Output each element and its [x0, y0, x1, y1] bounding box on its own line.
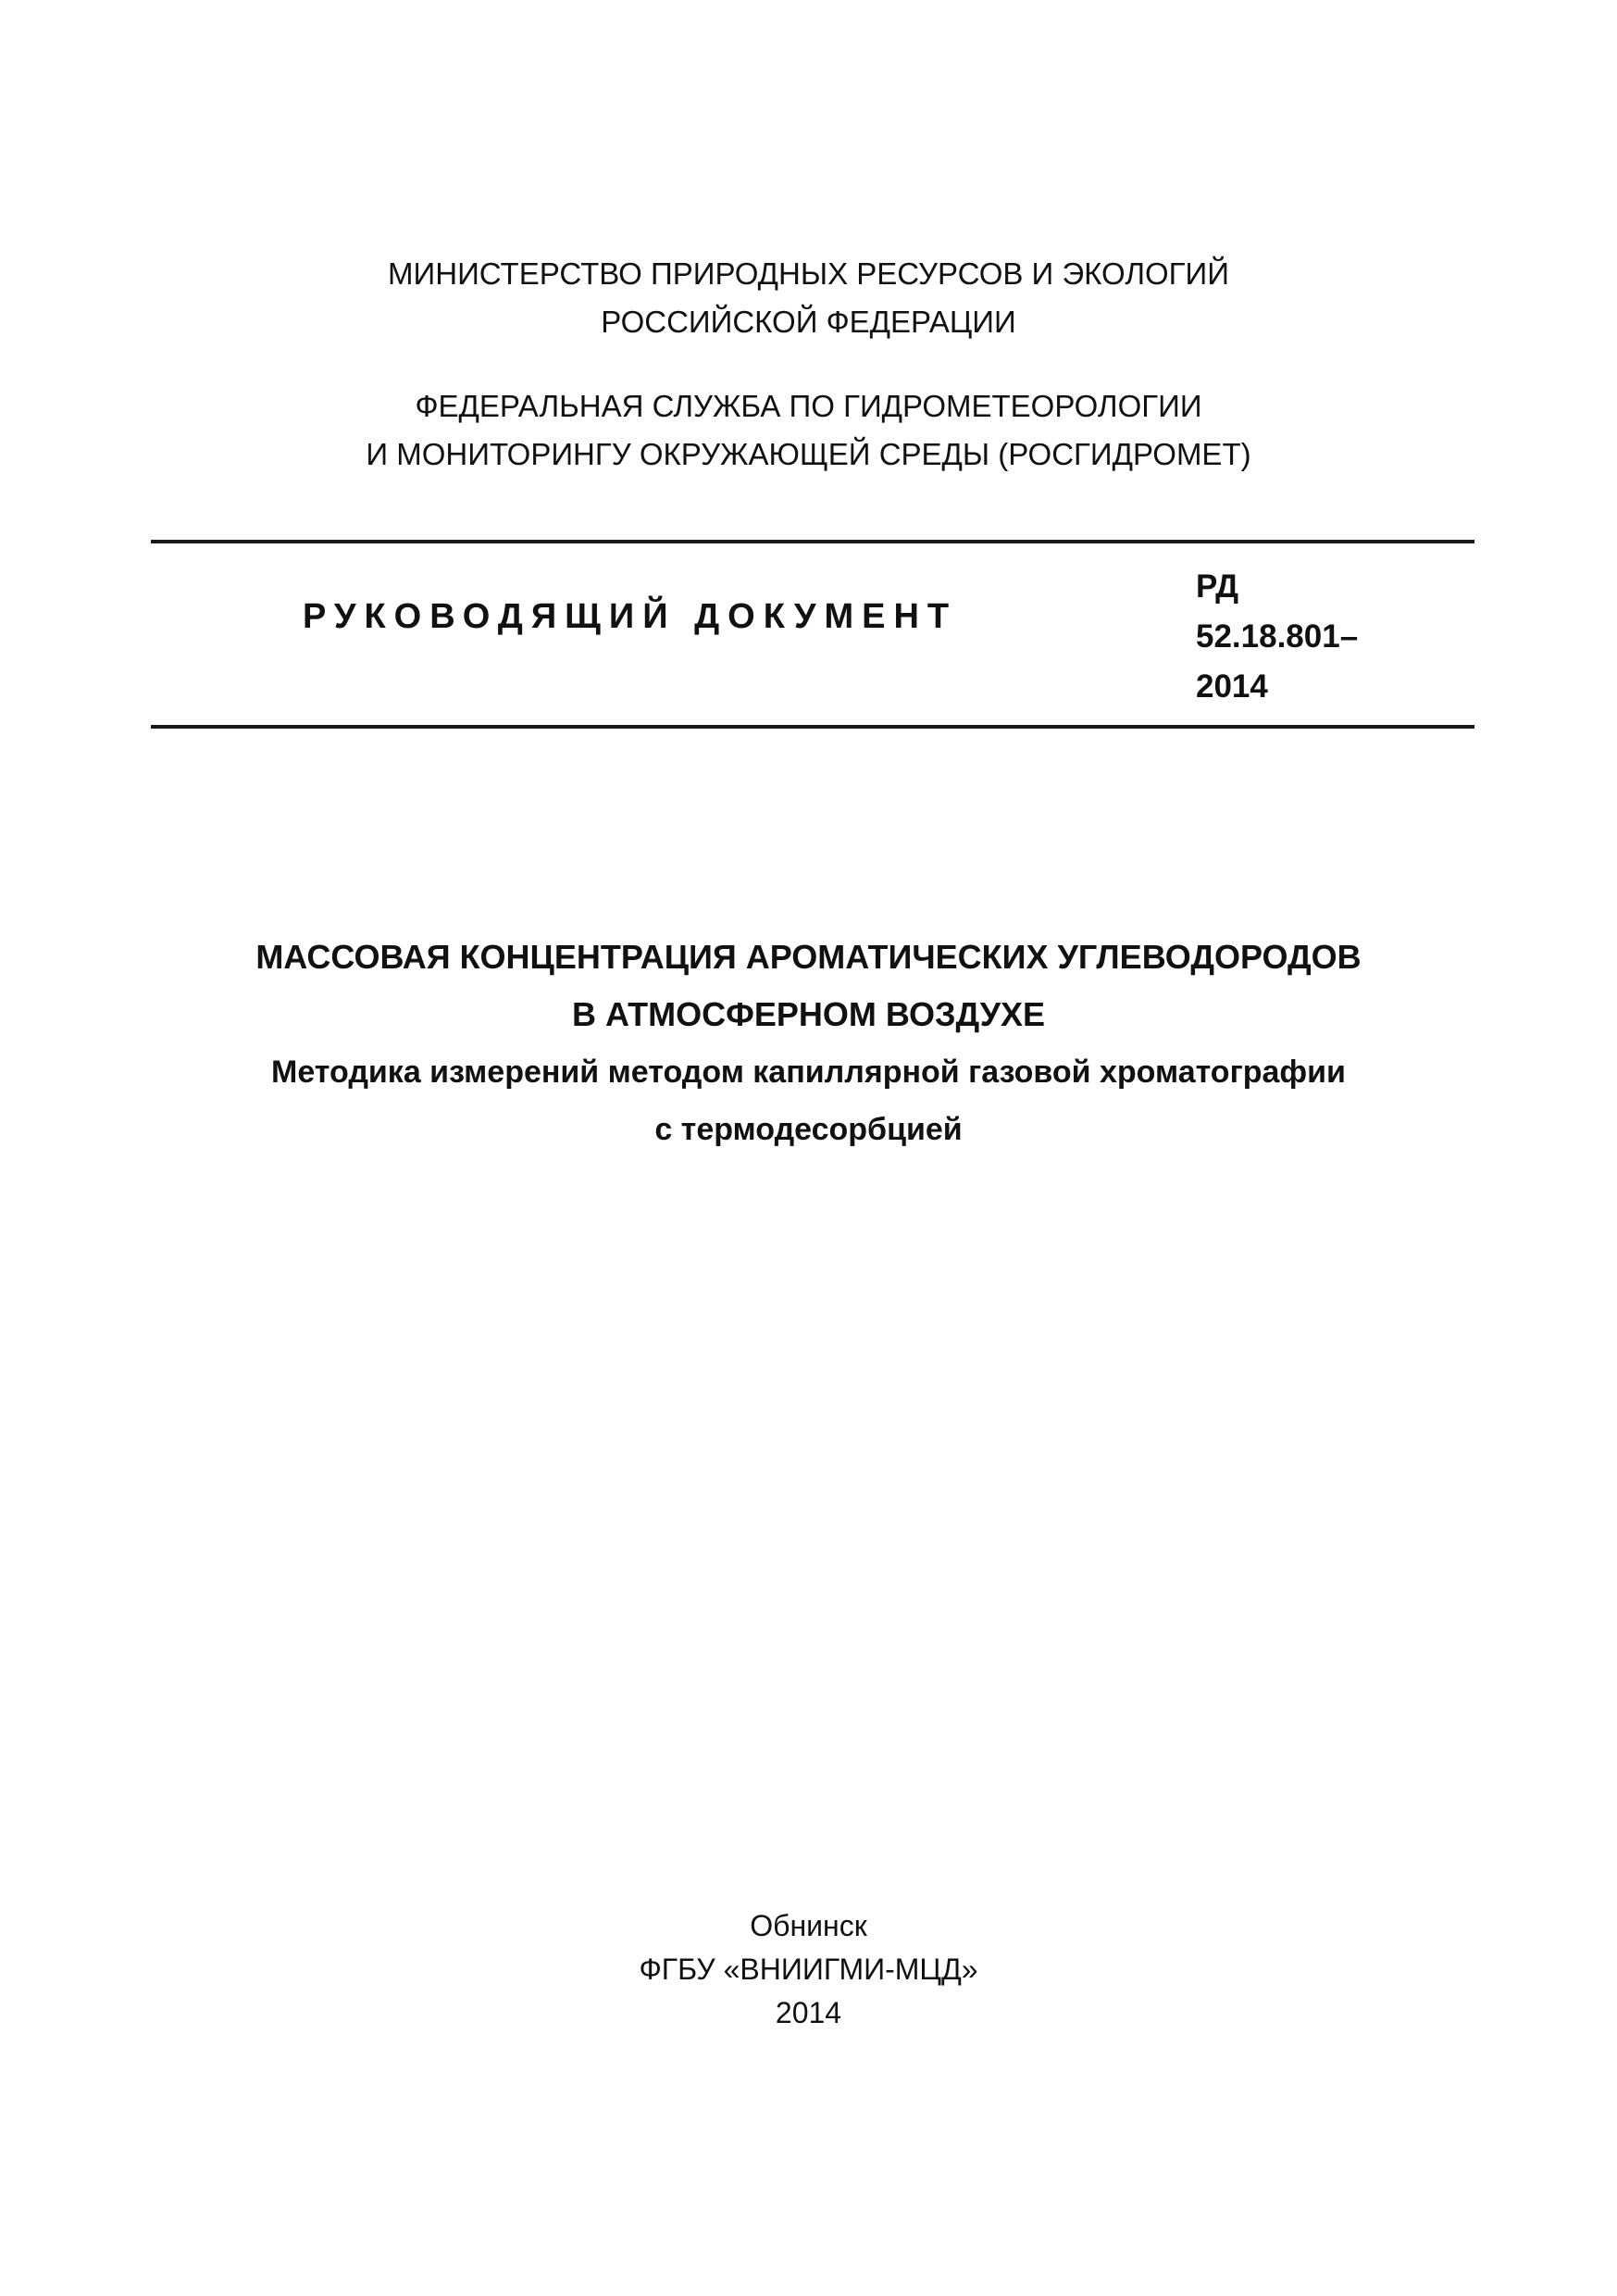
document-type: РУКОВОДЯЩИЙ ДОКУМЕНТ — [303, 597, 958, 636]
ministry-line-1: МИНИСТЕРСТВО ПРИРОДНЫХ РЕСУРСОВ И ЭКОЛОГИЙ — [388, 256, 1229, 291]
document-number — [1196, 562, 1358, 712]
document-number-line-1: РД — [1196, 568, 1239, 605]
bottom-divider — [151, 725, 1474, 729]
footer-city: Обнинск — [750, 1909, 867, 1942]
document-subtitle — [0, 1043, 1617, 1158]
top-divider — [151, 540, 1474, 543]
title-line-2: В АТМОСФЕРНОМ ВОЗДУХЕ — [571, 995, 1046, 1033]
subtitle-line-2: с термодесорбцией — [654, 1112, 963, 1147]
service-heading — [0, 382, 1617, 479]
service-line-2: И МОНИТОРИНГУ ОКРУЖАЮЩЕЙ СРЕДЫ (РОСГИДРОМЕТ) — [366, 437, 1251, 471]
document-number-line-3: 2014 — [1196, 668, 1268, 705]
footer-year: 2014 — [775, 1996, 842, 2029]
title-line-1: МАССОВАЯ КОНЦЕНТРАЦИЯ АРОМАТИЧЕСКИХ УГЛЕВОДОРОДОВ — [255, 938, 1362, 976]
document-title — [0, 929, 1617, 1043]
subtitle-line-1: Методика измерений методом капиллярной газовой хроматографии — [271, 1054, 1346, 1090]
document-number-line-2: 52.18.801– — [1196, 618, 1359, 655]
service-line-1: ФЕДЕРАЛЬНАЯ СЛУЖБА ПО ГИДРОМЕТЕОРОЛОГИИ — [415, 389, 1202, 423]
ministry-line-2: РОССИЙСКОЙ ФЕДЕРАЦИИ — [601, 305, 1016, 339]
footer-publisher: ФГБУ «ВНИИГМИ-МЦД» — [639, 1953, 978, 1986]
ministry-heading — [0, 250, 1617, 346]
publication-footer — [0, 1904, 1617, 2035]
